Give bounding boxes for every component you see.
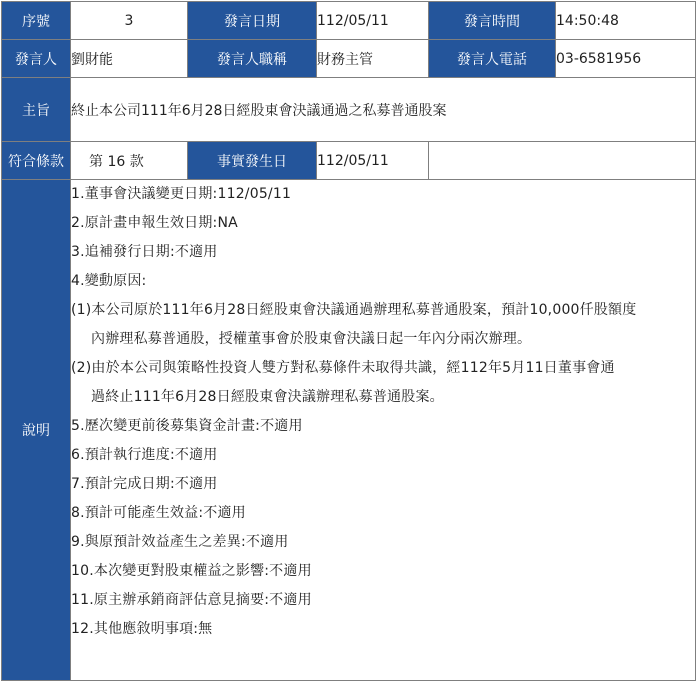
speaker-phone-label: 發言人電話 bbox=[429, 40, 556, 78]
date-value: 112/05/11 bbox=[317, 2, 429, 40]
event-date-value: 112/05/11 bbox=[317, 142, 429, 180]
desc-line-5: (1)本公司原於111年6月28日經股東會決議通過辦理私募普通股案，預計10,000仟股額度 bbox=[71, 302, 637, 318]
desc-line-16: 12.其他應敘明事項:無 bbox=[71, 621, 213, 637]
time-label: 發言時間 bbox=[429, 2, 556, 40]
desc-line-8: 過終止111年6月28日經股東會決議辦理私募普通股案。 bbox=[91, 389, 444, 405]
desc-line-9: 5.歷次變更前後募集資金計畫:不適用 bbox=[71, 418, 303, 434]
speaker-phone-value: 03-6581956 bbox=[556, 40, 696, 78]
clause-label: 符合條款 bbox=[2, 142, 71, 180]
row-speaker bbox=[2, 40, 696, 78]
desc-line-4: 4.變動原因: bbox=[71, 273, 147, 289]
date-label: 發言日期 bbox=[188, 2, 317, 40]
speaker-label: 發言人 bbox=[2, 40, 71, 78]
seq-label: 序號 bbox=[2, 2, 71, 40]
row-sequence-date-time bbox=[2, 2, 696, 40]
desc-line-2: 2.原計畫申報生效日期:NA bbox=[71, 215, 238, 231]
row-subject bbox=[2, 78, 696, 142]
announcement-table bbox=[1, 1, 696, 681]
desc-line-10: 6.預計執行進度:不適用 bbox=[71, 447, 218, 463]
event-date-label: 事實發生日 bbox=[188, 142, 317, 180]
seq-value: 3 bbox=[71, 2, 188, 40]
subject-label: 主旨 bbox=[2, 78, 71, 142]
clause-value: 第 16 款 bbox=[71, 142, 188, 180]
speaker-value: 劉財能 bbox=[71, 40, 188, 78]
speaker-title-value: 財務主管 bbox=[317, 40, 429, 78]
desc-line-12: 8.預計可能產生效益:不適用 bbox=[71, 505, 246, 521]
desc-line-15: 11.原主辦承銷商評估意見摘要:不適用 bbox=[71, 592, 312, 608]
time-value: 14:50:48 bbox=[556, 2, 696, 40]
empty-cell bbox=[429, 142, 696, 180]
desc-line-11: 7.預計完成日期:不適用 bbox=[71, 476, 218, 492]
desc-line-6: 內辦理私募普通股，授權董事會於股東會決議日起一年內分兩次辦理。 bbox=[91, 331, 532, 347]
speaker-title-label: 發言人職稱 bbox=[188, 40, 317, 78]
desc-line-1: 1.董事會決議變更日期:112/05/11 bbox=[71, 186, 292, 202]
desc-line-13: 9.與原預計效益產生之差異:不適用 bbox=[71, 534, 289, 550]
desc-line-3: 3.追補發行日期:不適用 bbox=[71, 244, 218, 260]
description-label: 說明 bbox=[2, 180, 71, 681]
row-clause bbox=[2, 142, 696, 180]
desc-line-14: 10.本次變更對股東權益之影響:不適用 bbox=[71, 563, 312, 579]
row-description bbox=[2, 180, 696, 681]
description-body bbox=[71, 180, 696, 681]
desc-line-7: (2)由於本公司與策略性投資人雙方對私募條件未取得共識，經112年5月11日董事會通 bbox=[71, 360, 615, 376]
subject-value: 終止本公司111年6月28日經股東會決議通過之私募普通股案 bbox=[71, 78, 696, 142]
